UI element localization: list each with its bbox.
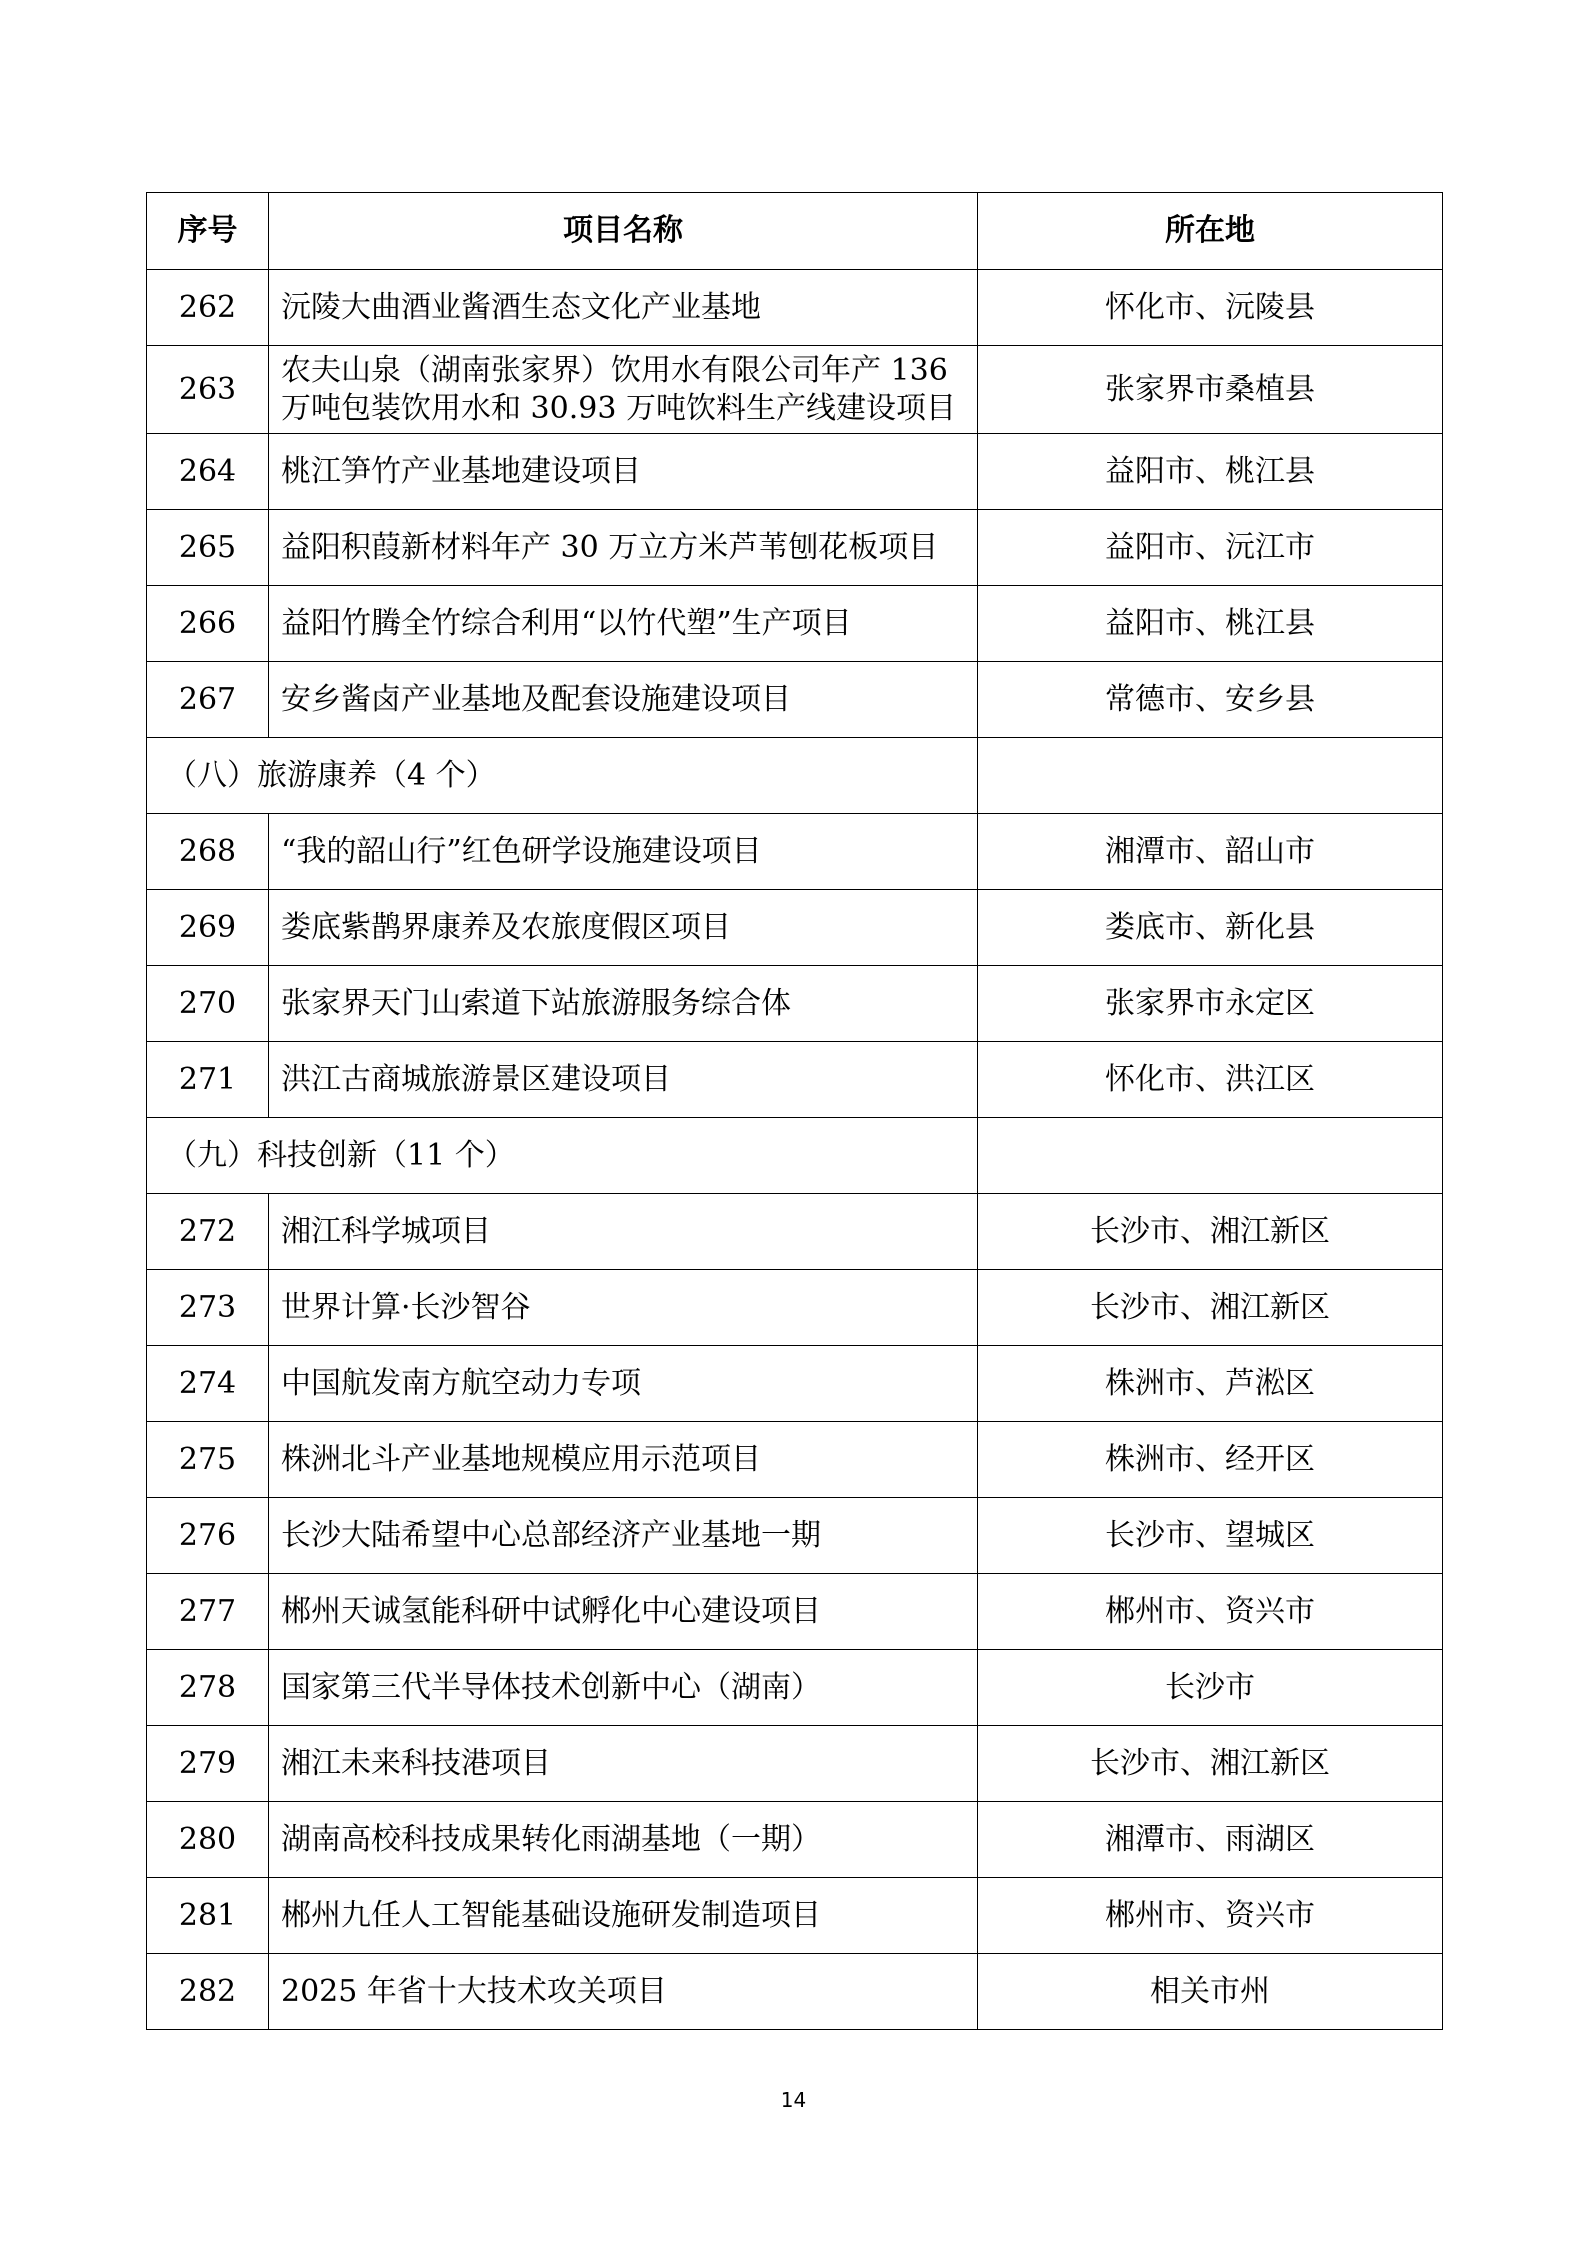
table-row [147, 1650, 1443, 1726]
table-row [147, 662, 1443, 738]
table-row [147, 814, 1443, 890]
project-name: 郴州天诚氢能科研中试孵化中心建设项目 [269, 1574, 978, 1650]
project-name: 沅陵大曲酒业酱酒生态文化产业基地 [269, 270, 978, 346]
row-number: 263 [147, 346, 269, 434]
project-name: 世界计算·长沙智谷 [269, 1270, 978, 1346]
table-header-row [147, 193, 1443, 270]
project-location: 怀化市、洪江区 [978, 1042, 1443, 1118]
project-location: 株洲市、芦淞区 [978, 1346, 1443, 1422]
page-number: 14 [780, 2088, 807, 2112]
project-name: 洪江古商城旅游景区建设项目 [269, 1042, 978, 1118]
table-row [147, 1194, 1443, 1270]
table-row [147, 1422, 1443, 1498]
project-location: 郴州市、资兴市 [978, 1878, 1443, 1954]
table-row [147, 1954, 1443, 2030]
table-row [147, 270, 1443, 346]
project-location: 郴州市、资兴市 [978, 1574, 1443, 1650]
project-name: 娄底紫鹊界康养及农旅度假区项目 [269, 890, 978, 966]
table-row [147, 510, 1443, 586]
section-heading: （九）科技创新（11 个） [147, 1118, 978, 1194]
section-row [147, 1118, 1443, 1194]
row-number: 272 [147, 1194, 269, 1270]
project-location: 湘潭市、雨湖区 [978, 1802, 1443, 1878]
row-number: 282 [147, 1954, 269, 2030]
project-location: 长沙市、望城区 [978, 1498, 1443, 1574]
table-row [147, 1878, 1443, 1954]
project-location: 长沙市、湘江新区 [978, 1726, 1443, 1802]
project-location: 长沙市、湘江新区 [978, 1270, 1443, 1346]
row-number: 266 [147, 586, 269, 662]
project-name: 湖南高校科技成果转化雨湖基地（一期） [269, 1802, 978, 1878]
project-location: 张家界市永定区 [978, 966, 1443, 1042]
table-row [147, 1802, 1443, 1878]
project-name: 湘江科学城项目 [269, 1194, 978, 1270]
project-location: 张家界市桑植县 [978, 346, 1443, 434]
section-empty-cell [978, 738, 1443, 814]
table-row [147, 1498, 1443, 1574]
project-name: “我的韶山行”红色研学设施建设项目 [269, 814, 978, 890]
row-number: 278 [147, 1650, 269, 1726]
row-number: 264 [147, 434, 269, 510]
project-name: 桃江笋竹产业基地建设项目 [269, 434, 978, 510]
project-location: 株洲市、经开区 [978, 1422, 1443, 1498]
row-number: 271 [147, 1042, 269, 1118]
project-name: 2025 年省十大技术攻关项目 [269, 1954, 978, 2030]
table-row [147, 966, 1443, 1042]
project-name: 益阳积葭新材料年产 30 万立方米芦苇刨花板项目 [269, 510, 978, 586]
row-number: 280 [147, 1802, 269, 1878]
project-name: 农夫山泉（湖南张家界）饮用水有限公司年产 136 万吨包装饮用水和 30.93 万吨饮料生产线建设项目 [269, 346, 978, 434]
row-number: 267 [147, 662, 269, 738]
project-location: 长沙市 [978, 1650, 1443, 1726]
project-name: 益阳竹腾全竹综合利用“以竹代塑”生产项目 [269, 586, 978, 662]
row-number: 275 [147, 1422, 269, 1498]
project-name: 湘江未来科技港项目 [269, 1726, 978, 1802]
row-number: 265 [147, 510, 269, 586]
project-name: 安乡酱卤产业基地及配套设施建设项目 [269, 662, 978, 738]
header-location: 所在地 [978, 193, 1443, 270]
project-location: 长沙市、湘江新区 [978, 1194, 1443, 1270]
row-number: 276 [147, 1498, 269, 1574]
project-name: 长沙大陆希望中心总部经济产业基地一期 [269, 1498, 978, 1574]
table-row [147, 434, 1443, 510]
project-name: 郴州九任人工智能基础设施研发制造项目 [269, 1878, 978, 1954]
header-name: 项目名称 [269, 193, 978, 270]
row-number: 281 [147, 1878, 269, 1954]
row-number: 270 [147, 966, 269, 1042]
project-location: 娄底市、新化县 [978, 890, 1443, 966]
table-row [147, 586, 1443, 662]
section-row [147, 738, 1443, 814]
table-row [147, 1726, 1443, 1802]
header-no: 序号 [147, 193, 269, 270]
project-name: 张家界天门山索道下站旅游服务综合体 [269, 966, 978, 1042]
project-location: 常德市、安乡县 [978, 662, 1443, 738]
table-row [147, 346, 1443, 434]
table-row [147, 1346, 1443, 1422]
project-name: 株洲北斗产业基地规模应用示范项目 [269, 1422, 978, 1498]
row-number: 279 [147, 1726, 269, 1802]
row-number: 268 [147, 814, 269, 890]
project-name: 国家第三代半导体技术创新中心（湖南） [269, 1650, 978, 1726]
row-number: 274 [147, 1346, 269, 1422]
row-number: 269 [147, 890, 269, 966]
row-number: 273 [147, 1270, 269, 1346]
project-location: 益阳市、桃江县 [978, 586, 1443, 662]
project-name: 中国航发南方航空动力专项 [269, 1346, 978, 1422]
project-location: 怀化市、沅陵县 [978, 270, 1443, 346]
project-location: 益阳市、沅江市 [978, 510, 1443, 586]
section-heading: （八）旅游康养（4 个） [147, 738, 978, 814]
table-row [147, 890, 1443, 966]
project-location: 益阳市、桃江县 [978, 434, 1443, 510]
projects-table [146, 192, 1443, 2030]
table-row [147, 1042, 1443, 1118]
table-row [147, 1574, 1443, 1650]
row-number: 262 [147, 270, 269, 346]
project-location: 湘潭市、韶山市 [978, 814, 1443, 890]
project-location: 相关市州 [978, 1954, 1443, 2030]
row-number: 277 [147, 1574, 269, 1650]
section-empty-cell [978, 1118, 1443, 1194]
table-row [147, 1270, 1443, 1346]
